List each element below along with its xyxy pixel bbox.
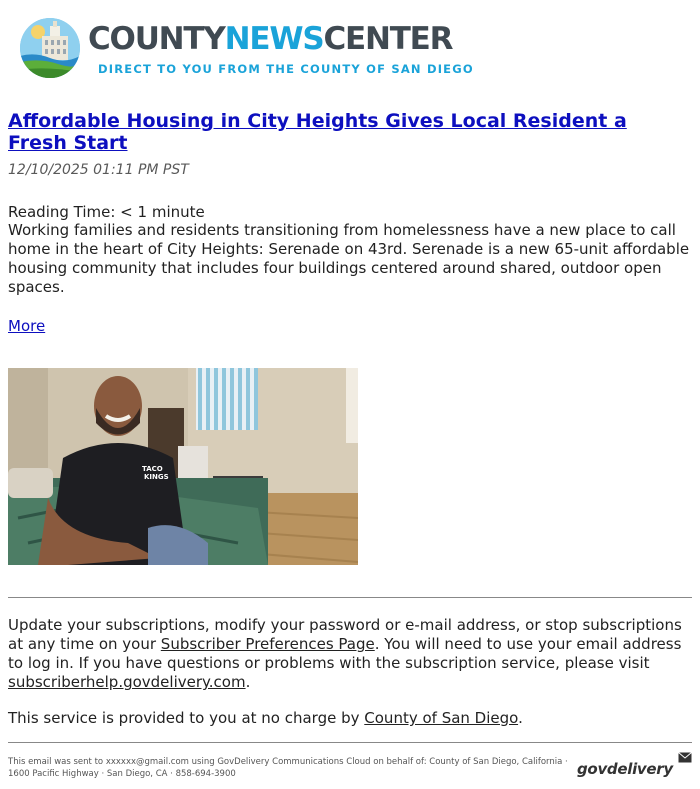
reading-time: Reading Time: < 1 minute <box>8 203 205 221</box>
article-date: 12/10/2025 01:11 PM PST <box>8 162 189 178</box>
govdelivery-logo[interactable]: govdelivery <box>577 760 673 778</box>
service-text: This service is provided to you at no charge by <box>8 709 365 727</box>
envelope-icon <box>678 752 692 763</box>
county-building-logo-icon <box>20 18 80 78</box>
subscriber-preferences-link[interactable]: Subscriber Preferences Page <box>160 635 375 653</box>
svg-text:KINGS: KINGS <box>144 473 169 481</box>
footer-divider <box>8 597 692 598</box>
service-notice <box>8 709 523 727</box>
logo-word-county: COUNTY <box>88 21 225 57</box>
logo-word-center: CENTER <box>323 21 453 57</box>
photo-smiling-man-on-bed-icon <box>8 368 358 565</box>
fineprint-divider <box>8 742 692 743</box>
manage-text-2: . You will need to use your email address to log in. If you have questions or problems with the subscription service, please visit <box>8 635 682 672</box>
article-photo[interactable] <box>8 368 358 565</box>
service-end: . <box>518 709 523 727</box>
county-link[interactable]: County of San Diego <box>364 709 519 727</box>
article-headline-link[interactable]: Affordable Housing in City Heights Gives Local Resident a Fresh Start <box>8 110 627 154</box>
logo-word-news: NEWS <box>224 21 324 57</box>
article-summary: Working families and residents transitioning from homelessness have a new place to call home in the heart of City Heights: Serenade on 43rd. Serenade is a new 65-unit affordable housing community that includes four buildings centered around shared, outdoor open spaces. <box>8 221 690 296</box>
fine-print: This email was sent to xxxxxx@gmail.com using GovDelivery Communications Cloud on behalf of: County of San Diego, California · 1600 Pacific Highway · San Diego, CA · 858-694-3900 <box>8 757 568 779</box>
manage-text-3: . <box>245 673 251 691</box>
subscription-management-text <box>8 616 692 692</box>
logo-wordmark <box>88 22 452 56</box>
more-link[interactable]: More <box>8 317 46 335</box>
subscriber-help-link[interactable]: subscriberhelp.govdelivery.com <box>8 673 246 691</box>
county-news-center-logo[interactable] <box>20 18 480 84</box>
logo-tagline: DIRECT TO YOU FROM THE COUNTY OF SAN DIEGO <box>98 62 474 76</box>
svg-text:TACO: TACO <box>142 465 163 473</box>
article-headline <box>8 110 658 154</box>
manage-text-1: Update your subscriptions, modify your password or e-mail address, or stop subscriptions at any time on your <box>8 616 682 653</box>
